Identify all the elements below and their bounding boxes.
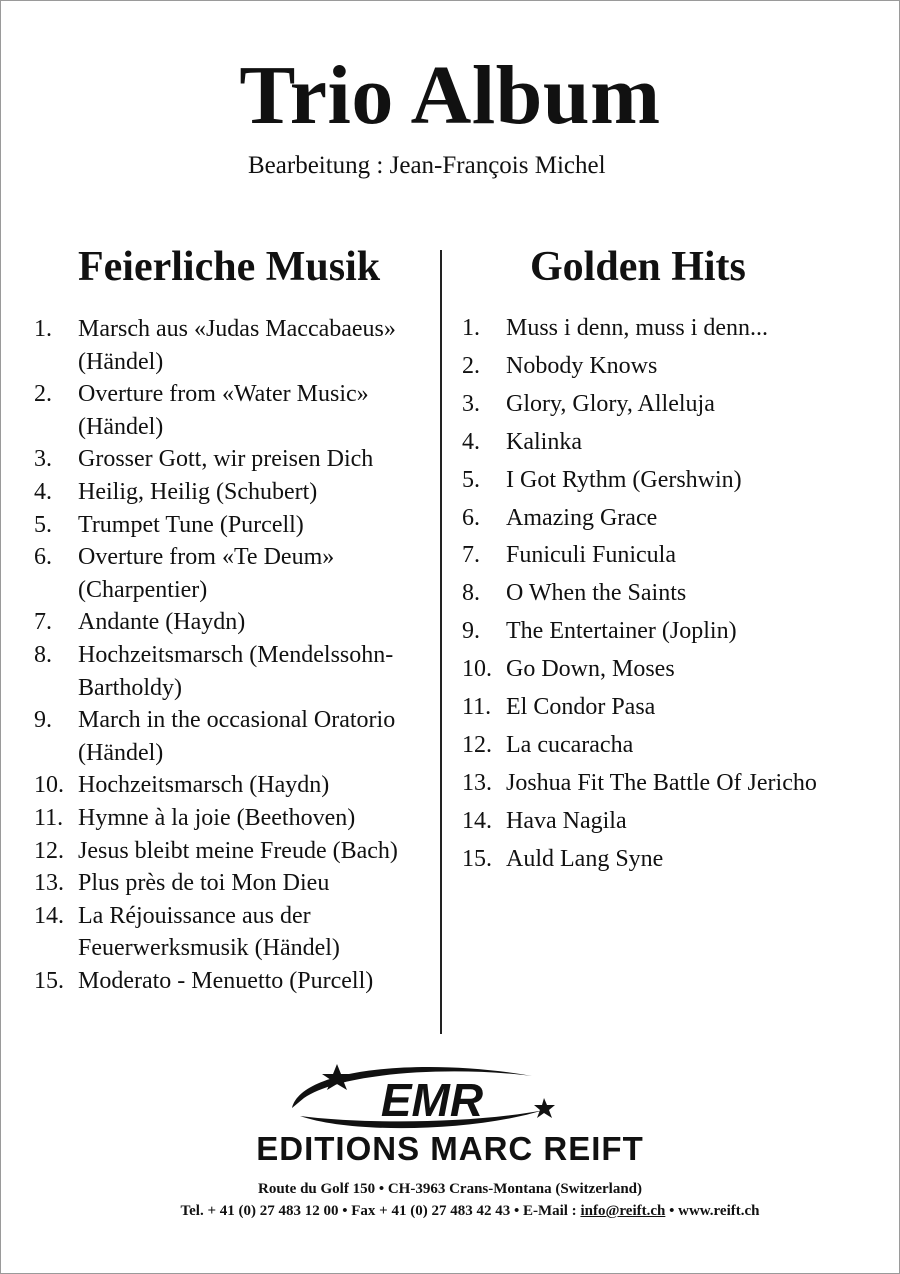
- right-song-item: [462, 613, 882, 651]
- song-title: Joshua Fit The Battle Of Jericho: [506, 769, 817, 796]
- song-number: 3.: [462, 390, 480, 417]
- right-song-item: [462, 424, 882, 462]
- song-number: 8.: [34, 641, 52, 668]
- right-song-item: [462, 462, 882, 500]
- song-number: 8.: [462, 580, 480, 607]
- right-song-item: [462, 841, 882, 879]
- song-number: 10.: [462, 656, 492, 683]
- left-song-item: [34, 965, 434, 998]
- song-number: 7.: [462, 542, 480, 569]
- song-title: Glory, Glory, Alleluja: [506, 390, 715, 417]
- song-title: Nobody Knows: [506, 352, 658, 379]
- publisher-contact: [40, 1204, 900, 1219]
- song-title: The Entertainer (Joplin): [506, 618, 737, 645]
- song-number: 15.: [34, 967, 64, 994]
- song-title: I Got Rythm (Gershwin): [506, 466, 742, 493]
- song-title: Amazing Grace: [506, 504, 658, 531]
- song-title: Overture from «Water Music» (Händel): [78, 381, 369, 440]
- song-number: 11.: [462, 694, 492, 721]
- song-title: El Condor Pasa: [506, 694, 656, 721]
- song-number: 2.: [34, 381, 52, 408]
- song-title: Overture from «Te Deum» (Charpentier): [78, 544, 335, 603]
- song-title: Hava Nagila: [506, 807, 627, 834]
- song-number: 4.: [462, 428, 480, 455]
- right-song-item: [462, 575, 882, 613]
- right-song-item: [462, 386, 882, 424]
- right-song-list: [462, 310, 882, 879]
- song-title: Hochzeitsmarsch (Haydn): [78, 772, 330, 799]
- song-number: 14.: [34, 902, 64, 929]
- publisher-address: Route du Golf 150 • CH-3963 Crans-Montana (Switzerland): [258, 1181, 642, 1197]
- song-title: Funiculi Funicula: [506, 542, 676, 569]
- right-song-item: [462, 651, 882, 689]
- publisher-name: EDITIONS MARC REIFT: [256, 1130, 644, 1167]
- emr-logo-mark: [282, 1058, 572, 1134]
- song-number: 13.: [34, 870, 64, 897]
- album-title: Trio Album: [239, 49, 661, 142]
- left-song-item: [34, 802, 434, 835]
- left-song-item: [34, 313, 434, 378]
- song-number: 5.: [34, 511, 52, 538]
- contact-phone-fax: Tel. + 41 (0) 27 483 12 00 • Fax + 41 (0) 27 483 42 43 • E-Mail :: [180, 1203, 581, 1219]
- song-title: Plus près de toi Mon Dieu: [78, 870, 330, 897]
- right-song-item: [462, 537, 882, 575]
- right-song-item: [462, 803, 882, 841]
- left-song-item: [34, 509, 434, 542]
- right-song-item: [462, 500, 882, 538]
- song-number: 14.: [462, 807, 492, 834]
- email-link[interactable]: info@reift.ch: [580, 1203, 666, 1219]
- star-icon: [534, 1098, 555, 1118]
- song-title: March in the occasional Oratorio (Händel): [78, 707, 396, 766]
- song-title: Trumpet Tune (Purcell): [78, 511, 304, 538]
- song-number: 12.: [462, 731, 492, 758]
- left-song-item: [34, 704, 434, 769]
- left-song-item: [34, 639, 434, 704]
- left-song-item: [34, 835, 434, 868]
- song-number: 2.: [462, 352, 480, 379]
- song-number: 10.: [34, 772, 64, 799]
- song-number: 15.: [462, 845, 492, 872]
- song-title: Hymne à la joie (Beethoven): [78, 804, 356, 831]
- right-song-item: [462, 310, 882, 348]
- left-column-heading: Feierliche Musik: [78, 244, 381, 290]
- column-divider: [440, 250, 442, 1034]
- song-title: La Réjouissance aus der Feuerwerksmusik (Händel): [78, 902, 340, 962]
- left-song-item: [34, 443, 434, 476]
- left-song-list: [34, 313, 434, 997]
- right-song-item: [462, 727, 882, 765]
- left-song-item: [34, 476, 434, 509]
- song-number: 3.: [34, 446, 52, 473]
- song-number: 11.: [34, 804, 64, 831]
- right-song-item: [462, 348, 882, 386]
- song-number: 9.: [462, 618, 480, 645]
- song-title: Kalinka: [506, 428, 582, 455]
- left-song-item: [34, 900, 434, 965]
- right-column-heading: Golden Hits: [530, 244, 746, 290]
- song-title: Jesus bleibt meine Freude (Bach): [78, 837, 398, 864]
- song-title: Heilig, Heilig (Schubert): [78, 478, 318, 505]
- song-title: Andante (Haydn): [78, 609, 246, 636]
- song-title: Hochzeitsmarsch (Mendelssohn-Bartholdy): [78, 641, 394, 701]
- song-number: 6.: [34, 544, 52, 571]
- song-title: Grosser Gott, wir preisen Dich: [78, 446, 374, 473]
- song-number: 5.: [462, 466, 480, 493]
- right-song-item: [462, 689, 882, 727]
- song-number: 7.: [34, 609, 52, 636]
- song-number: 9.: [34, 707, 52, 734]
- song-title: O When the Saints: [506, 580, 687, 607]
- song-number: 4.: [34, 478, 52, 505]
- website: • www.reift.ch: [665, 1203, 760, 1219]
- song-number: 12.: [34, 837, 64, 864]
- left-song-item: [34, 541, 434, 606]
- song-number: 1.: [462, 315, 480, 341]
- song-number: 6.: [462, 504, 480, 531]
- left-song-item: [34, 769, 434, 802]
- left-song-item: [34, 867, 434, 900]
- song-title: La cucaracha: [506, 731, 634, 758]
- arranger-credit: Bearbeitung : Jean-François Michel: [248, 152, 606, 179]
- publisher-logo: [0, 1058, 900, 1168]
- left-song-item: [34, 606, 434, 639]
- logo-text: EMR: [380, 1074, 484, 1126]
- song-title: Auld Lang Syne: [506, 845, 664, 872]
- right-song-item: [462, 765, 882, 803]
- song-title: Marsch aus «Judas Maccabaeus» (Händel): [78, 316, 396, 375]
- song-number: 1.: [34, 316, 52, 342]
- song-number: 13.: [462, 769, 492, 796]
- song-title: Go Down, Moses: [506, 656, 675, 683]
- song-title: Moderato - Menuetto (Purcell): [78, 967, 374, 994]
- left-song-item: [34, 378, 434, 443]
- song-title: Muss i denn, muss i denn...: [506, 315, 769, 341]
